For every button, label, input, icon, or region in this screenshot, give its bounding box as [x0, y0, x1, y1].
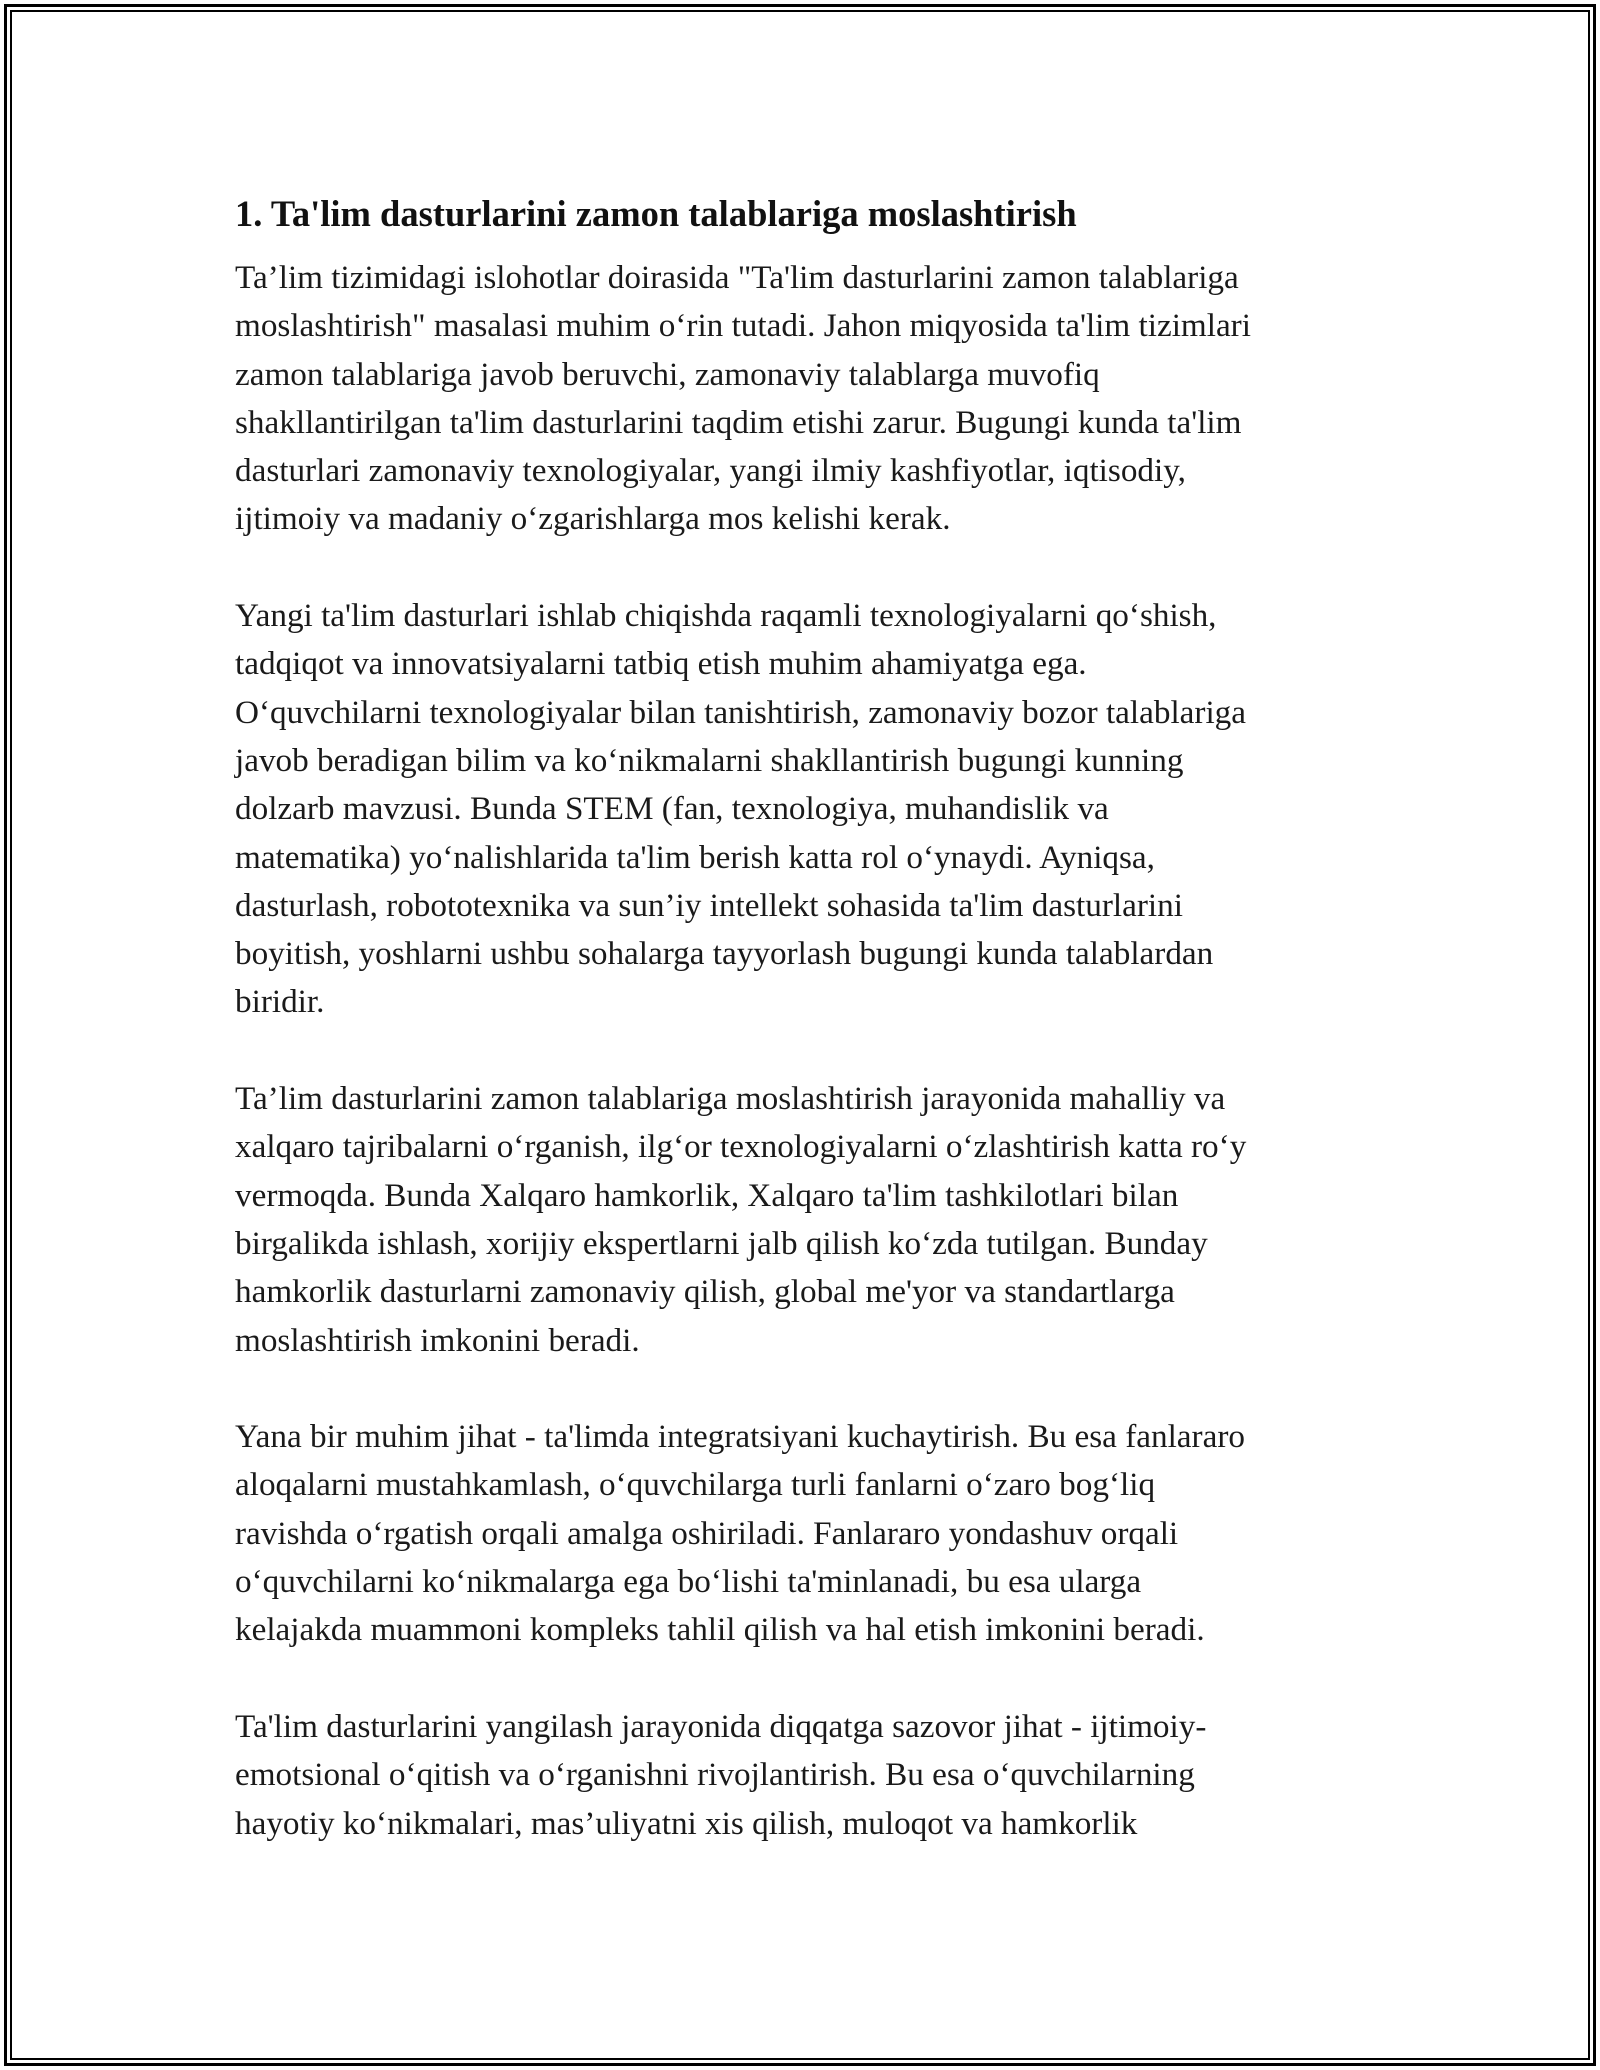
paragraph-1: Ta’lim tizimidagi islohotlar doirasida "Ta'lim dasturlarini zamon talablariga moslashtirish" masalasi muhim o‘rin tutadi. Jahon miqyosida ta'lim tizimlari zamon talablariga javob beruvchi, zamonaviy talablarga muvofiq shakllantirilgan ta'lim dasturlarini taqdim etishi zarur. Bugungi kunda ta'lim dasturlari zamonaviy texnologiyalar, yangi ilmiy kashfiyotlar, iqtisodiy, ijtimoiy va madaniy o‘zgarishlarga mos kelishi kerak.: [235, 259, 1251, 538]
section-heading: 1. Ta'lim dasturlarini zamon talablariga moslashtirish: [235, 193, 1077, 234]
paragraph-2: Yangi ta'lim dasturlari ishlab chiqishda raqamli texnologiyalarni qo‘shish, tadqiqot va innovatsiyalarni tatbiq etish muhim ahamiyatga ega. O‘quvchilarni texnologiyalar bilan tanishtirish, zamonaviy bozor talablariga javob beradigan bilim va ko‘nikmalarni shakllantirish bugungi kunning dolzarb mavzusi. Bunda STEM (fan, texnologiya, muhandislik va matematika) yo‘nalishlarida ta'lim berish katta rol o‘ynaydi. Ayniqsa, dasturlash, robototexnika va sun’iy intellekt sohasida ta'lim dasturlarini boyitish, yoshlarni ushbu sohalarga tayyorlash bugungi kunda talablardan biridir.: [235, 597, 1246, 1021]
paragraph-4: Yana bir muhim jihat - ta'limda integratsiyani kuchaytirish. Bu esa fanlararo aloqalarni mustahkamlash, o‘quvchilarga turli fanlarni o‘zaro bog‘liq ravishda o‘rgatish orqali amalga oshiriladi. Fanlararo yondashuv orqali o‘quvchilarni ko‘nikmalarga ega bo‘lishi ta'minlanadi, bu esa ularga kelajakda muammoni kompleks tahlil qilish va hal etish imkonini beradi.: [235, 1418, 1245, 1649]
paragraph-5: Ta'lim dasturlarini yangilash jarayonida diqqatga sazovor jihat - ijtimoiy- emotsional o‘qitish va o‘rganishni rivojlantirish. Bu esa o‘quvchilarning hayotiy ko‘nikmalari, mas’uliyatni xis qilish, muloqot va hamkorlik: [235, 1707, 1207, 1842]
document-body: [235, 186, 1395, 1848]
paragraph-3: Ta’lim dasturlarini zamon talablariga moslashtirish jarayonida mahalliy va xalqaro tajribalarni o‘rganish, ilg‘or texnologiyalarni o‘zlashtirish katta ro‘y vermoqda. Bunda Xalqaro hamkorlik, Xalqaro ta'lim tashkilotlari bilan birgalikda ishlash, xorijiy ekspertlarni jalb qilish ko‘zda tutilgan. Bunday hamkorlik dasturlarni zamonaviy qilish, global me'yor va standartlarga moslashtirish imkonini beradi.: [235, 1080, 1247, 1359]
